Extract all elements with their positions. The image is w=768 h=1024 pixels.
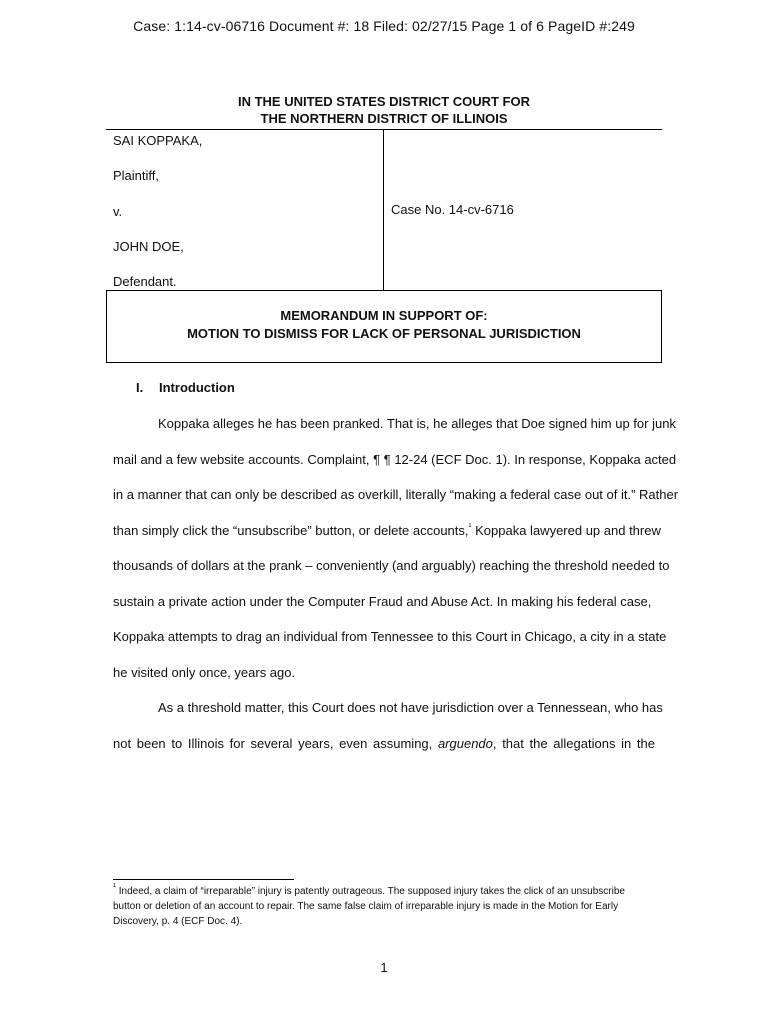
versus-label: v. (113, 204, 123, 219)
section-number: I. (136, 380, 144, 395)
court-name-line-2: THE NORTHERN DISTRICT OF ILLINOIS (260, 111, 508, 126)
body-line-7: Koppaka attempts to drag an individual from Tennessee to this Court in Chicago, a city in a state (113, 629, 667, 644)
footnote-line-1 (113, 881, 655, 898)
court-name (0, 93, 768, 127)
case-number: Case No. 14-cv-6716 (391, 202, 514, 217)
defendant-name: JOHN DOE, (113, 239, 184, 254)
footnote-line-2: button or deletion of an account to repair. The same false claim of irreparable injury is made in the Motion for Early (113, 901, 619, 912)
footnote-separator (113, 879, 294, 880)
body-line-10 (113, 736, 655, 752)
body-line-4 (113, 521, 661, 539)
section-title: Introduction (159, 380, 235, 395)
footnote-line-1-text: Indeed, a claim of “irreparable” injury is patently outrageous. The supposed injury takes the click of an unsubscribe (116, 886, 625, 897)
body-line-4-text: than simply click the “unsubscribe” button, or delete accounts, (113, 523, 469, 538)
memorandum-title-line-1: MEMORANDUM IN SUPPORT OF: (280, 308, 488, 323)
body-line-10-rest: , that the allegations in the (492, 736, 655, 751)
defendant-role: Defendant. (113, 274, 177, 289)
plaintiff-role: Plaintiff, (113, 168, 160, 183)
footnote-reference: ¹ (468, 521, 472, 532)
memorandum-title-line-2: MOTION TO DISMISS FOR LACK OF PERSONAL JURISDICTION (187, 326, 581, 341)
body-line-4-rest: Koppaka lawyered up and threw (471, 523, 661, 538)
footnote-line-3: Discovery, p. 4 (ECF Doc. 4). (113, 916, 243, 927)
body-line-5: thousands of dollars at the prank – conveniently (and arguably) reaching the threshold needed to (113, 558, 670, 573)
case-caption (106, 129, 662, 291)
court-name-line-1: IN THE UNITED STATES DISTRICT COURT FOR (237, 94, 530, 109)
body-line-10-italic: arguendo (437, 736, 493, 751)
body-line-2: mail and a few website accounts. Complaint, ¶ ¶ 12-24 (ECF Doc. 1). In response, Koppaka acted (113, 452, 677, 467)
ecf-filing-header: Case: 1:14-cv-06716 Document #: 18 Filed: 02/27/15 Page 1 of 6 PageID #:249 (133, 18, 635, 34)
footnote-marker: ¹ (113, 881, 116, 892)
body-line-9: As a threshold matter, this Court does not have jurisdiction over a Tennessean, who has (158, 700, 663, 715)
body-line-1: Koppaka alleges he has been pranked. That is, he alleges that Doe signed him up for junk (158, 416, 676, 431)
body-line-6: sustain a private action under the Computer Fraud and Abuse Act. In making his federal case, (113, 594, 652, 609)
page-number: 1 (380, 960, 388, 975)
body-line-10-text: not been to Illinois for several years, even assuming, (113, 736, 438, 751)
body-line-3: in a manner that can only be described as overkill, literally “making a federal case out of it.” Rather (113, 487, 679, 502)
body-line-8: he visited only once, years ago. (113, 665, 296, 680)
caption-divider (383, 130, 384, 291)
memorandum-title-box (106, 290, 662, 363)
plaintiff-name: SAI KOPPAKA, (113, 133, 203, 148)
